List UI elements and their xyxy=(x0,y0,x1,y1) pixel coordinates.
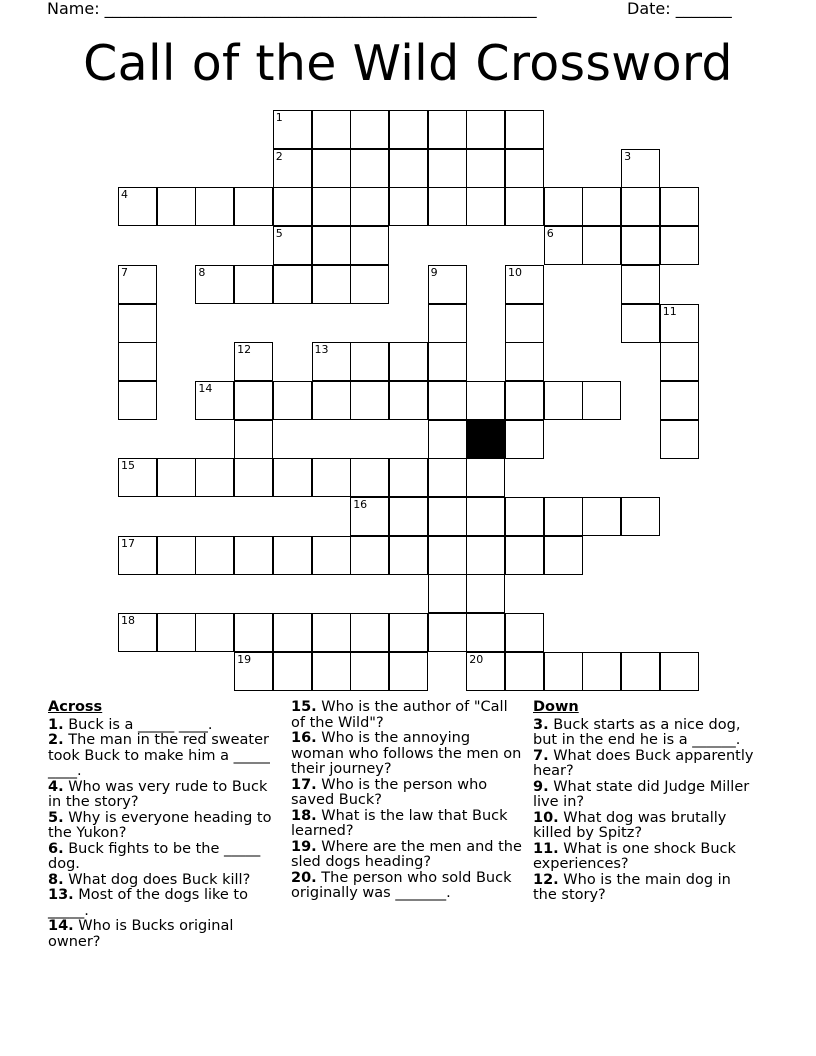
clue-item xyxy=(291,731,523,778)
down-clues-column xyxy=(533,700,758,904)
crossword-cell[interactable] xyxy=(195,458,234,497)
crossword-cell[interactable] xyxy=(466,497,505,536)
clue-number: 8 xyxy=(198,265,206,279)
crossword-cell[interactable] xyxy=(428,497,467,536)
crossword-cell[interactable] xyxy=(312,381,351,420)
clue-item-text: What is one shock Buck experiences? xyxy=(533,840,736,872)
crossword-cell[interactable] xyxy=(312,342,351,381)
crossword-cell[interactable] xyxy=(273,381,312,420)
crossword-cell[interactable] xyxy=(234,652,273,691)
crossword-cell[interactable] xyxy=(660,381,699,420)
clue-item-text: Who is the person who saved Buck? xyxy=(291,776,488,808)
crossword-cell[interactable] xyxy=(466,574,505,613)
crossword-cell[interactable] xyxy=(234,458,273,497)
crossword-cell[interactable] xyxy=(389,497,428,536)
crossword-cell[interactable] xyxy=(234,536,273,575)
crossword-cell[interactable] xyxy=(350,265,389,304)
clue-number: 15 xyxy=(121,459,135,473)
crossword-cell[interactable] xyxy=(389,652,428,691)
crossword-cell[interactable] xyxy=(505,187,544,226)
clue-item xyxy=(48,888,273,919)
crossword-cell[interactable] xyxy=(621,187,660,226)
crossword-cell[interactable] xyxy=(157,536,196,575)
clue-item-text: What is the law that Buck learned? xyxy=(291,807,508,839)
crossword-cell[interactable] xyxy=(312,613,351,652)
clue-number: 7 xyxy=(121,265,128,279)
clue-item-number: 9. xyxy=(533,778,549,795)
clue-item-number: 11. xyxy=(533,840,559,857)
crossword-cell[interactable] xyxy=(118,381,157,420)
clue-number: 2 xyxy=(275,149,283,163)
clue-item xyxy=(291,871,523,902)
crossword-cell[interactable] xyxy=(544,187,583,226)
clue-number: 5 xyxy=(275,227,283,241)
crossword-cell[interactable] xyxy=(505,265,544,304)
date-field-label: Date: _______ xyxy=(627,0,732,18)
clue-item-number: 1. xyxy=(48,716,64,733)
clue-item-number: 3. xyxy=(533,716,549,733)
clue-item-number: 2. xyxy=(48,732,64,748)
crossword-cell[interactable] xyxy=(118,304,157,343)
clue-item xyxy=(291,840,523,871)
crossword-cell[interactable] xyxy=(660,342,699,381)
crossword-cell[interactable] xyxy=(312,149,351,188)
crossword-cell[interactable] xyxy=(466,381,505,420)
clue-item-number: 12. xyxy=(533,871,559,888)
crossword-cell[interactable] xyxy=(660,652,699,691)
crossword-cell[interactable] xyxy=(544,381,583,420)
clue-item xyxy=(48,718,273,734)
clue-item-text: Buck fights to be the _____ dog. xyxy=(48,840,261,872)
crossword-cell[interactable] xyxy=(621,497,660,536)
crossword-cell[interactable] xyxy=(234,187,273,226)
clue-item xyxy=(48,842,273,873)
crossword-cell[interactable] xyxy=(621,304,660,343)
crossword-cell[interactable] xyxy=(195,381,234,420)
across-heading: Across xyxy=(48,699,103,715)
clue-item-number: 4. xyxy=(48,778,64,795)
crossword-cell[interactable] xyxy=(466,187,505,226)
clue-item-number: 19. xyxy=(291,838,317,855)
clue-item-text: Who is the author of "Call of the Wild"? xyxy=(291,699,508,731)
crossword-cell[interactable] xyxy=(660,226,699,265)
clue-item xyxy=(48,733,273,780)
clue-number: 3 xyxy=(624,149,632,163)
clue-item-text: The person who sold Buck originally was _______. xyxy=(291,869,512,901)
crossword-cell[interactable] xyxy=(118,342,157,381)
clue-item-text: What dog does Buck kill? xyxy=(63,871,251,888)
page-title: Call of the Wild Crossword xyxy=(83,35,733,92)
clue-item xyxy=(533,749,758,780)
clue-item-number: 14. xyxy=(48,918,74,934)
clue-number: 4 xyxy=(121,188,128,202)
crossword-cell[interactable] xyxy=(428,110,467,149)
crossword-cell[interactable] xyxy=(195,265,234,304)
clue-item-text: Who is the annoying woman who follows the men on their journey? xyxy=(291,730,522,777)
crossword-cell[interactable] xyxy=(466,652,505,691)
crossword-cell[interactable] xyxy=(660,420,699,459)
crossword-cell[interactable] xyxy=(505,536,544,575)
crossword-cell[interactable] xyxy=(505,149,544,188)
clue-item-text: Buck is a _____ ____. xyxy=(63,716,213,733)
crossword-cell[interactable] xyxy=(660,304,699,343)
clue-number: 10 xyxy=(508,265,522,279)
crossword-cell[interactable] xyxy=(118,536,157,575)
clue-item xyxy=(48,811,273,842)
crossword-cell[interactable] xyxy=(350,613,389,652)
crossword-cell[interactable] xyxy=(428,420,467,459)
crossword-cell[interactable] xyxy=(350,536,389,575)
crossword-cell[interactable] xyxy=(466,536,505,575)
crossword-cell[interactable] xyxy=(234,420,273,459)
crossword-cell[interactable] xyxy=(428,187,467,226)
clue-item xyxy=(48,873,273,889)
crossword-cell[interactable] xyxy=(389,458,428,497)
clue-item-text: What dog was brutally killed by Spitz? xyxy=(533,809,727,841)
crossword-cell[interactable] xyxy=(157,187,196,226)
crossword-cell[interactable] xyxy=(234,342,273,381)
crossword-cell[interactable] xyxy=(273,226,312,265)
clue-item-text: What does Buck apparently hear? xyxy=(533,747,754,779)
name-field-label: Name: ______________________________________________________ xyxy=(47,0,537,18)
crossword-cell[interactable] xyxy=(428,381,467,420)
crossword-cell[interactable] xyxy=(466,149,505,188)
clue-number: 13 xyxy=(314,343,329,357)
crossword-cell[interactable] xyxy=(273,458,312,497)
crossword-cell[interactable] xyxy=(428,613,467,652)
crossword-cell[interactable] xyxy=(118,458,157,497)
crossword-cell[interactable] xyxy=(350,381,389,420)
clue-item-text: Who is Bucks original owner? xyxy=(48,918,234,950)
clue-item-number: 7. xyxy=(533,747,549,764)
crossword-black-cell xyxy=(466,420,505,459)
across-clues-column-1 xyxy=(48,700,273,950)
crossword-cell[interactable] xyxy=(428,536,467,575)
crossword-cell[interactable] xyxy=(312,265,351,304)
crossword-cell[interactable] xyxy=(505,497,544,536)
crossword-cell[interactable] xyxy=(195,613,234,652)
clue-item-text: Who was very rude to Buck in the story? xyxy=(48,778,268,810)
crossword-cell[interactable] xyxy=(273,187,312,226)
crossword-cell[interactable] xyxy=(428,265,467,304)
clue-item-text: The man in the red sweater took Buck to make him a _____ ____. xyxy=(48,732,270,779)
crossword-cell[interactable] xyxy=(273,265,312,304)
clue-item xyxy=(48,919,273,950)
clue-number: 19 xyxy=(237,652,252,666)
crossword-cell[interactable] xyxy=(157,458,196,497)
crossword-cell[interactable] xyxy=(389,381,428,420)
crossword-cell[interactable] xyxy=(389,536,428,575)
clue-item-number: 8. xyxy=(48,871,64,888)
down-heading: Down xyxy=(533,699,579,715)
crossword-cell[interactable] xyxy=(660,187,699,226)
clue-item-number: 18. xyxy=(291,807,317,824)
crossword-cell[interactable] xyxy=(582,226,621,265)
clue-item xyxy=(533,780,758,811)
crossword-cell[interactable] xyxy=(621,149,660,188)
crossword-cell[interactable] xyxy=(505,110,544,149)
clue-number: 17 xyxy=(121,536,135,550)
crossword-cell[interactable] xyxy=(428,574,467,613)
clue-item-number: 5. xyxy=(48,809,64,826)
clue-number: 9 xyxy=(430,265,438,279)
clue-item-text: Where are the men and the sled dogs heading? xyxy=(291,838,522,870)
clue-number: 16 xyxy=(353,498,368,511)
clue-item-text: What state did Judge Miller live in? xyxy=(533,778,750,810)
crossword-cell[interactable] xyxy=(505,613,544,652)
clue-number: 20 xyxy=(469,652,484,666)
crossword-cell[interactable] xyxy=(544,652,583,691)
crossword-cell[interactable] xyxy=(312,652,351,691)
clue-item xyxy=(533,811,758,842)
clue-item xyxy=(291,778,523,809)
crossword-cell[interactable] xyxy=(466,613,505,652)
crossword-cell[interactable] xyxy=(350,110,389,149)
crossword-cell[interactable] xyxy=(389,110,428,149)
crossword-cell[interactable] xyxy=(312,110,351,149)
crossword-cell[interactable] xyxy=(234,381,273,420)
clue-item-number: 17. xyxy=(291,776,317,793)
crossword-cell[interactable] xyxy=(428,304,467,343)
crossword-cell[interactable] xyxy=(350,226,389,265)
clue-item xyxy=(533,718,758,749)
crossword-cell[interactable] xyxy=(582,652,621,691)
crossword-cell[interactable] xyxy=(350,652,389,691)
crossword-cell[interactable] xyxy=(505,304,544,343)
crossword-cell[interactable] xyxy=(350,149,389,188)
clue-item-number: 6. xyxy=(48,840,64,857)
crossword-cell[interactable] xyxy=(505,381,544,420)
clue-item xyxy=(48,780,273,811)
crossword-cell[interactable] xyxy=(350,458,389,497)
clue-item-text: Why is everyone heading to the Yukon? xyxy=(48,809,272,841)
crossword-cell[interactable] xyxy=(582,381,621,420)
clue-number: 18 xyxy=(121,614,135,628)
clue-item-number: 20. xyxy=(291,869,317,886)
crossword-cell[interactable] xyxy=(350,497,389,536)
crossword-cell[interactable] xyxy=(312,226,351,265)
clue-number: 14 xyxy=(198,381,213,395)
crossword-cell[interactable] xyxy=(118,613,157,652)
crossword-cell[interactable] xyxy=(234,613,273,652)
across-clues-column-2 xyxy=(291,700,523,902)
clue-number: 11 xyxy=(662,304,677,318)
crossword-cell[interactable] xyxy=(312,536,351,575)
crossword-cell[interactable] xyxy=(273,613,312,652)
clue-item-number: 13. xyxy=(48,887,74,903)
crossword-cell[interactable] xyxy=(505,342,544,381)
crossword-cell[interactable] xyxy=(428,458,467,497)
clue-item-text: Who is the main dog in the story? xyxy=(533,871,731,903)
crossword-cell[interactable] xyxy=(544,226,583,265)
crossword-cell[interactable] xyxy=(273,110,312,149)
clue-item-number: 15. xyxy=(291,699,317,715)
crossword-cell[interactable] xyxy=(621,226,660,265)
clue-item-text: Most of the dogs like to _____. xyxy=(48,887,248,919)
crossword-cell[interactable] xyxy=(389,342,428,381)
clue-item-number: 16. xyxy=(291,730,317,746)
clue-item xyxy=(533,842,758,873)
crossword-cell[interactable] xyxy=(234,265,273,304)
crossword-cell[interactable] xyxy=(428,342,467,381)
crossword-cell[interactable] xyxy=(195,536,234,575)
crossword-cell[interactable] xyxy=(273,652,312,691)
clue-item xyxy=(291,700,523,731)
crossword-cell[interactable] xyxy=(273,149,312,188)
clue-item-number: 10. xyxy=(533,809,559,826)
clue-number: 1 xyxy=(275,111,283,124)
crossword-cell[interactable] xyxy=(544,536,583,575)
crossword-cell[interactable] xyxy=(505,652,544,691)
crossword-cell[interactable] xyxy=(621,265,660,304)
crossword-cell[interactable] xyxy=(389,187,428,226)
crossword-cell[interactable] xyxy=(273,536,312,575)
crossword-cell[interactable] xyxy=(118,265,157,304)
clue-number: 6 xyxy=(546,227,554,241)
crossword-cell[interactable] xyxy=(195,187,234,226)
crossword-cell[interactable] xyxy=(389,149,428,188)
clue-number: 12 xyxy=(237,343,252,357)
clue-item xyxy=(291,809,523,840)
crossword-cell[interactable] xyxy=(157,613,196,652)
crossword-cell[interactable] xyxy=(428,149,467,188)
crossword-cell[interactable] xyxy=(582,497,621,536)
crossword-cell[interactable] xyxy=(466,110,505,149)
crossword-cell[interactable] xyxy=(582,187,621,226)
clue-item-text: Buck starts as a nice dog, but in the end he is a ______. xyxy=(533,716,741,748)
crossword-cell[interactable] xyxy=(505,420,544,459)
crossword-cell[interactable] xyxy=(312,458,351,497)
crossword-cell[interactable] xyxy=(544,497,583,536)
crossword-cell[interactable] xyxy=(350,187,389,226)
crossword-cell[interactable] xyxy=(466,458,505,497)
crossword-cell[interactable] xyxy=(350,342,389,381)
crossword-cell[interactable] xyxy=(312,187,351,226)
clue-item xyxy=(533,873,758,904)
crossword-cell[interactable] xyxy=(389,613,428,652)
crossword-cell[interactable] xyxy=(621,652,660,691)
crossword-cell[interactable] xyxy=(118,187,157,226)
